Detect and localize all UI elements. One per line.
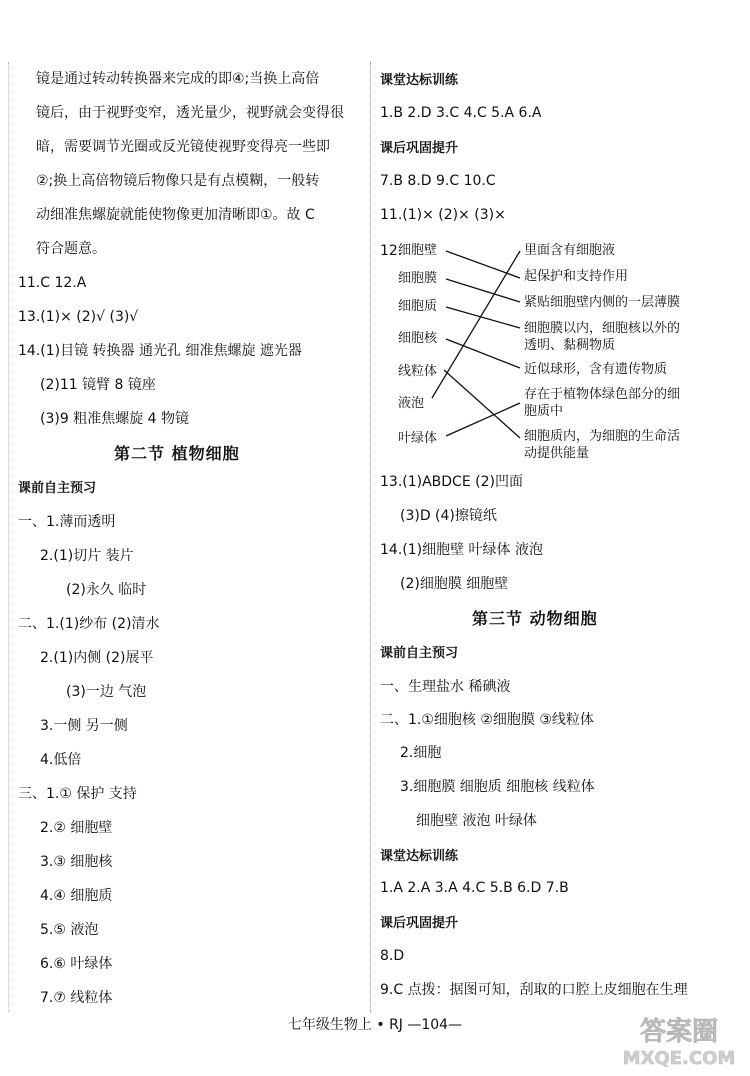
s2-4: 4.低倍 <box>40 752 82 768</box>
left-gutter-line <box>8 62 9 1012</box>
class-training-heading: 课堂达标训练 <box>380 73 459 88</box>
answer-13-right-b: (3)D (4)擦镜纸 <box>400 508 497 524</box>
answer-13: 13.(1)× (2)√ (3)√ <box>18 309 139 325</box>
matching-lines <box>390 238 530 458</box>
p2-3: 3.细胞膜 细胞质 细胞核 线粒体 <box>400 779 595 795</box>
match-right-3: 紧贴细胞壁内侧的一层薄膜 <box>524 295 681 310</box>
match-left-chloroplast: 叶绿体 <box>398 431 438 446</box>
match-left-nucleus: 细胞核 <box>398 331 438 346</box>
answer-14-right-b: (2)细胞膜 细胞壁 <box>400 576 509 592</box>
s2-2b: (3)一边 气泡 <box>66 684 147 700</box>
s1-2b: (2)永久 临时 <box>66 582 147 598</box>
s3-5: 5.⑤ 液泡 <box>40 922 99 938</box>
s2-3: 3.一侧 另一侧 <box>40 718 128 734</box>
after-class-heading: 课后巩固提升 <box>380 141 459 156</box>
line-nucleus-genetic <box>446 339 520 368</box>
answer-14-3: (3)9 粗准焦螺旋 4 物镜 <box>40 411 189 427</box>
watermark-logo <box>614 1010 744 1070</box>
match-left-cytoplasm: 细胞质 <box>398 299 438 314</box>
pre-study-heading-left: 课前自主预习 <box>18 481 97 496</box>
match-right-6b: 胞质中 <box>524 404 564 419</box>
page-footer: 七年级生物上 • RJ —104— <box>287 1017 463 1033</box>
answer-8: 8.D <box>380 948 405 964</box>
s3-2: 2.② 细胞壁 <box>40 820 113 836</box>
s3-7: 7.⑦ 线粒体 <box>40 990 113 1006</box>
left-para-line-6: 符合题意。 <box>36 241 106 257</box>
answer-13-right-a: 13.(1)ABDCE (2)凹面 <box>380 474 523 490</box>
s3-3: 3.③ 细胞核 <box>40 854 113 870</box>
match-left-cell-membrane: 细胞膜 <box>398 271 438 286</box>
line-mito-energy <box>444 370 520 438</box>
match-left-cell-wall: 细胞壁 <box>398 243 438 258</box>
answer-14-2: (2)11 镜臂 8 镜座 <box>40 377 156 393</box>
p2-3b: 细胞壁 液泡 叶绿体 <box>416 813 537 829</box>
line-membrane-thin <box>446 279 520 302</box>
p2-2: 2.细胞 <box>400 745 442 761</box>
match-right-4a: 细胞膜以内，细胞核以外的 <box>524 321 681 336</box>
class-training-heading-2: 课堂达标训练 <box>380 849 459 864</box>
answer-11-right: 11.(1)× (2)× (3)× <box>380 207 506 223</box>
left-para-line-2: 镜后，由于视野变窄，透光量少，视野就会变得很 <box>36 105 344 121</box>
s3-1: 三、1.① 保护 支持 <box>18 786 137 802</box>
section-2-title: 第二节 植物细胞 <box>114 444 240 463</box>
class-answers-1-6: 1.B 2.D 3.C 4.C 5.A 6.A <box>380 105 542 121</box>
answers-7-10: 7.B 8.D 9.C 10.C <box>380 173 496 189</box>
match-left-mitochondria: 线粒体 <box>398 364 438 379</box>
watermark-line-2: MXQE.COM <box>622 1048 736 1069</box>
left-para-line-3: 暗，需要调节光圈或反光镜使视野变得亮一些即 <box>36 139 330 155</box>
watermark-line-1: 答案圈 <box>639 1017 719 1047</box>
match-right-4b: 透明、黏稠物质 <box>524 338 616 353</box>
p1: 一、生理盐水 稀碘液 <box>380 679 511 695</box>
after-class-heading-2: 课后巩固提升 <box>380 916 459 931</box>
match-right-6a: 存在于植物体绿色部分的细 <box>524 387 681 402</box>
answer-14-right-a: 14.(1)细胞壁 叶绿体 液泡 <box>380 542 543 558</box>
s1-2: 2.(1)切片 装片 <box>40 548 134 564</box>
match-right-2: 起保护和支持作用 <box>524 269 629 284</box>
line-wall-protect <box>446 251 520 278</box>
p2-1: 二、1.①细胞核 ②细胞膜 ③线粒体 <box>380 712 594 728</box>
answer-11-12: 11.C 12.A <box>18 275 87 291</box>
s1-1: 一、1.薄而透明 <box>18 514 116 530</box>
section-3-title: 第三节 动物细胞 <box>472 609 598 628</box>
s3-6: 6.⑥ 叶绿体 <box>40 956 113 972</box>
match-right-7a: 细胞质内，为细胞的生命活 <box>524 429 681 444</box>
pre-study-heading-right: 课前自主预习 <box>380 646 459 661</box>
answer-14-1: 14.(1)目镜 转换器 通光孔 细准焦螺旋 遮光器 <box>18 343 302 359</box>
match-prefix: 12. <box>380 243 403 259</box>
line-cytoplasm-fluid <box>446 307 520 328</box>
class-answers-2: 1.A 2.A 3.A 4.C 5.B 6.D 7.B <box>380 880 569 896</box>
match-left-vacuole: 液泡 <box>398 396 425 411</box>
match-right-7b: 动提供能量 <box>524 446 590 461</box>
left-para-line-1: 镜是通过转动转换器来完成的即④;当换上高倍 <box>36 71 320 87</box>
line-chloro-green <box>446 403 520 436</box>
left-para-line-4: ②;换上高倍物镜后物像只是有点模糊，一般转 <box>36 173 320 189</box>
s3-4: 4.④ 细胞质 <box>40 888 113 904</box>
match-right-1: 里面含有细胞液 <box>524 243 616 258</box>
s2-1: 二、1.(1)纱布 (2)清水 <box>18 616 160 632</box>
answer-9: 9.C 点拨：据图可知，刮取的口腔上皮细胞在生理 <box>380 982 688 998</box>
match-right-5: 近似球形，含有遗传物质 <box>524 362 668 377</box>
s2-2: 2.(1)内侧 (2)展平 <box>40 650 154 666</box>
left-para-line-5: 动细准焦螺旋就能使物像更加清晰即①。故 C <box>36 207 315 223</box>
column-divider <box>370 62 371 1012</box>
